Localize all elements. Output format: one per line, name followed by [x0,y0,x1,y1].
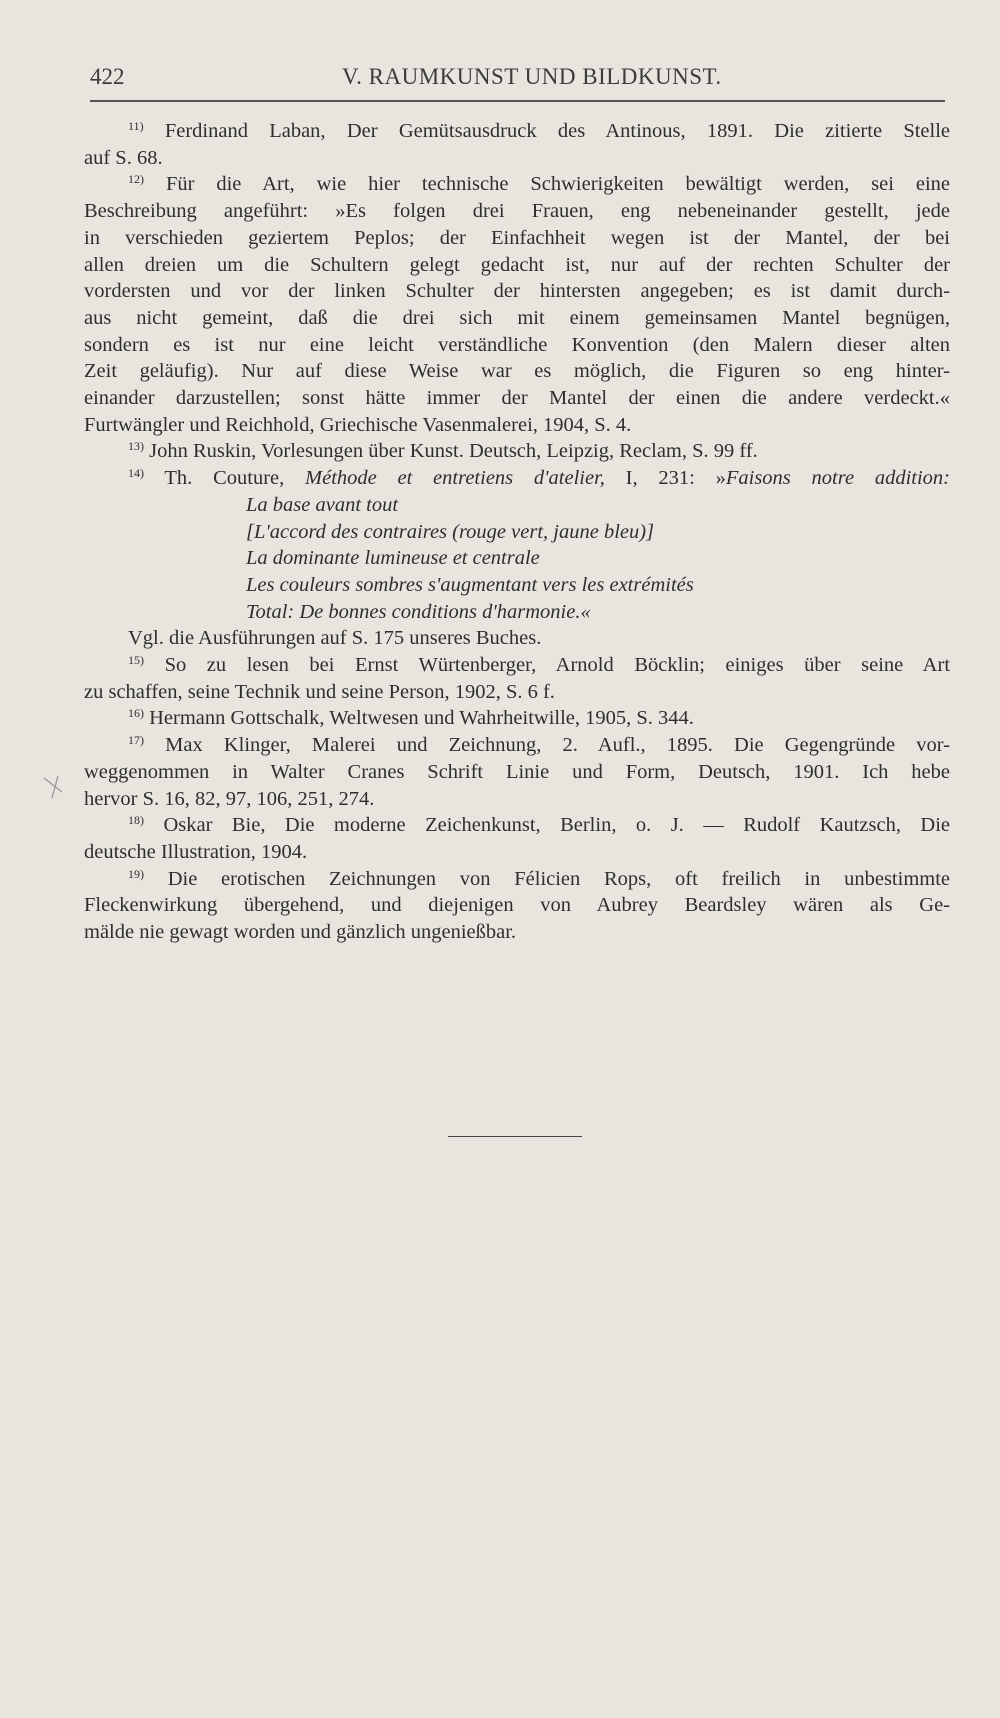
footnote-line: deutsche Illustration, 1904. [84,840,308,863]
footnote-number: 17) [128,733,144,748]
footnote-line: hervor S. 16, 82, 97, 106, 251, 274. [84,787,375,810]
footnote-line: Fleckenwirkung übergehend, und diejenigen von Aubrey Beardsley wären als Ge- [84,894,950,917]
footnote-number: 14) [128,466,144,481]
footnote-line: sondern es ist nur eine leicht verständliche Konvention (den Malern dieser alten [84,333,950,356]
footnote-13 [84,438,950,465]
footnote-line: weggenommen in Walter Cranes Schrift Linie und Form, Deutsch, 1901. Ich hebe [84,760,950,783]
verse-line: [L'accord des contraires (rouge vert, jaune bleu)] [246,520,655,543]
footnote-11 [84,118,950,171]
footnote-14 [84,465,950,652]
footnote-line: Beschreibung angeführt: »Es folgen drei Frauen, eng nebeneinander gestellt, jede [84,200,950,223]
footnote-line: $^{15)}$ So zu lesen bei Ernst Würtenberger, Arnold Böcklin; einiges über seine Art [128,653,950,677]
footnote-number: 19) [128,866,144,881]
footnote-line: $^{11)}$ Ferdinand Laban, Der Gemütsausdruck des Antinous, 1891. Die zitierte Stelle [128,119,950,142]
footnote-line: $^{12)}$ Für die Art, wie hier technische Schwierigkeiten bewältigt werden, sei eine [128,172,950,196]
footnote-line: Furtwängler und Reichhold, Griechische Vasenmalerei, 1904, S. 4. [84,413,632,436]
header-rule [90,100,945,102]
footnote-number: 11) [128,119,144,133]
verse-line: Total: De bonnes conditions d'harmonie.« [246,600,591,623]
verse-line: Les couleurs sombres s'augmentant vers les extrémités [246,573,694,596]
footnote-line: zu schaffen, seine Technik und seine Person, 1902, S. 6 f. [84,680,555,703]
footnote-line: mälde nie gewagt worden und gänzlich ungenießbar. [84,921,517,944]
page-number: 422 [90,64,125,89]
footnote-17 [84,732,950,812]
footnote-line: $^{13)}$ John Ruskin, Vorlesungen über Kunst. Deutsch, Leipzig, Reclam, S. 99 ff. [128,439,758,463]
footnote-line: vordersten und vor der linken Schulter der hintersten angegeben; es ist damit durch- [84,280,950,303]
footnote-18 [84,812,950,865]
footnotes [84,118,950,946]
footnote-number: 15) [128,653,144,668]
footnote-16 [84,705,950,732]
verse-line: La base avant tout [246,493,399,516]
footnote-line: $^{16)}$ Hermann Gottschalk, Weltwesen und Wahrheitwille, 1905, S. 344. [128,706,694,730]
footnote-line: aus nicht gemeint, daß die drei sich mit einem gemeinsamen Mantel begnügen, [84,306,950,329]
footnote-line: Vgl. die Ausführungen auf S. 175 unseres Buches. [128,627,542,650]
verse-line: La dominante lumineuse et centrale [246,547,540,570]
footnote-line: $^{14)}$ Th. Couture, Méthode et entretiens d'atelier, I, 231: »Faisons notre addition: [128,466,950,490]
footnote-number: 12) [128,172,144,187]
footnote-line: allen dreien um die Schultern gelegt gedacht ist, nur auf der rechten Schulter der [84,253,950,276]
footnote-line: $^{17)}$ Max Klinger, Malerei und Zeichnung, 2. Aufl., 1895. Die Gegengründe vor- [128,733,950,757]
footnote-line: auf S. 68. [84,146,163,169]
footnote-number: 13) [128,439,144,454]
footnote-line: Zeit geläufig). Nur auf diese Weise war es möglich, die Figuren so eng hinter- [84,360,950,383]
footnote-line: $^{18)}$ Oskar Bie, Die moderne Zeichenkunst, Berlin, o. J. — Rudolf Kautzsch, Die [128,813,950,837]
running-title: V. RAUMKUNST UND BILDKUNST. [342,64,722,89]
footnote-line: einander darzustellen; sonst hätte immer der Mantel der einen die andere verdeckt.« [84,387,950,410]
footnote-number: 18) [128,813,144,828]
end-rule [448,1136,582,1137]
footnote-number: 16) [128,706,144,721]
running-head [90,60,945,100]
pencil-mark-icon [40,772,70,802]
footnote-15 [84,652,950,705]
footnote-line: in verschieden geziertem Peplos; der Einfachheit wegen ist der Mantel, der bei [84,226,950,249]
footnote-line: $^{19)}$ Die erotischen Zeichnungen von Félicien Rops, oft freilich in unbestimmte [128,866,950,890]
footnote-19 [84,866,950,946]
footnote-12 [84,171,950,438]
